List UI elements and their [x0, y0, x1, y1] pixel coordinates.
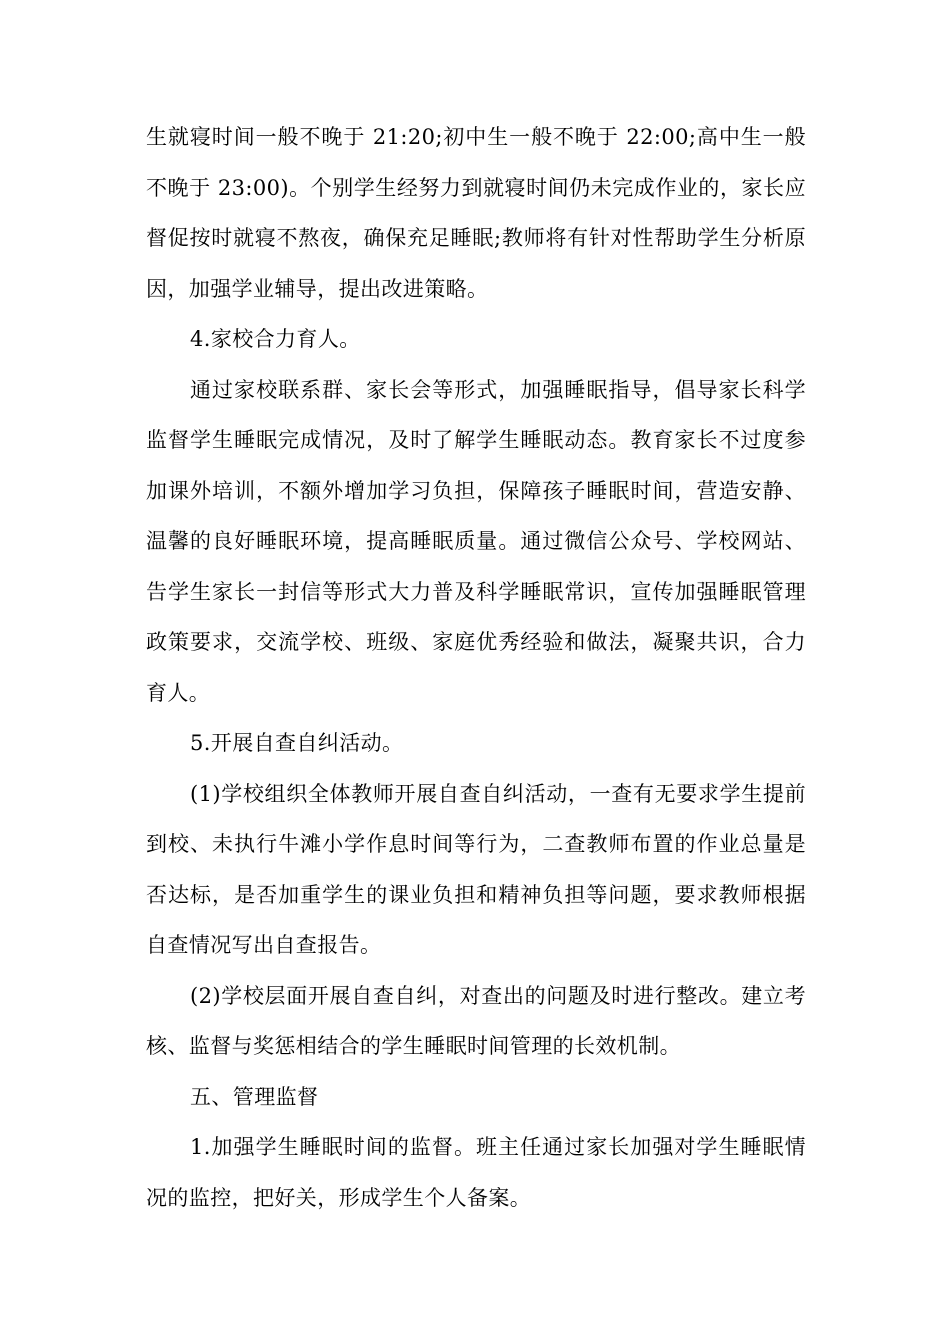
paragraph-self-check-1: (1)学校组织全体教师开展自查自纠活动，一查有无要求学生提前到校、未执行牛滩小学作息时间等行为，二查教师布置的作业总量是否达标，是否加重学生的课业负担和精神负担等问题，要求教师根据自查情况写出自查报告。 — [146, 781, 806, 957]
paragraph-bedtime: 生就寝时间一般不晚于 21:20;初中生一般不晚于 22:00;高中生一般不晚于 23:00)。个别学生经努力到就寝时间仍未完成作业的，家长应督促按时就寝不熬夜，确保充足睡眠;教师将有针对性帮助学生分析原因，加强学业辅导，提出改进策略。 — [146, 125, 806, 301]
paragraph-home-school: 通过家校联系群、家长会等形式，加强睡眠指导，倡导家长科学监督学生睡眠完成情况，及时了解学生睡眠动态。教育家长不过度参加课外培训，不额外增加学习负担，保障孩子睡眠时间，营造安静、温馨的良好睡眠环境，提高睡眠质量。通过微信公众号、学校网站、告学生家长一封信等形式大力普及科学睡眠常识，宣传加强睡眠管理政策要求，交流学校、班级、家庭优秀经验和做法，凝聚共识，合力育人。 — [146, 377, 806, 705]
heading-home-school: 4.家校合力育人。 — [190, 327, 361, 351]
section-heading-supervision: 五、管理监督 — [190, 1084, 319, 1109]
paragraph-supervision-1: 1.加强学生睡眠时间的监督。班主任通过家长加强对学生睡眠情况的监控，把好关，形成学生个人备案。 — [146, 1135, 806, 1210]
document-body — [146, 112, 806, 1223]
heading-self-check: 5.开展自查自纠活动。 — [190, 731, 404, 755]
paragraph-self-check-2: (2)学校层面开展自查自纠，对查出的问题及时进行整改。建立考核、监督与奖惩相结合的学生睡眠时间管理的长效机制。 — [146, 983, 806, 1058]
